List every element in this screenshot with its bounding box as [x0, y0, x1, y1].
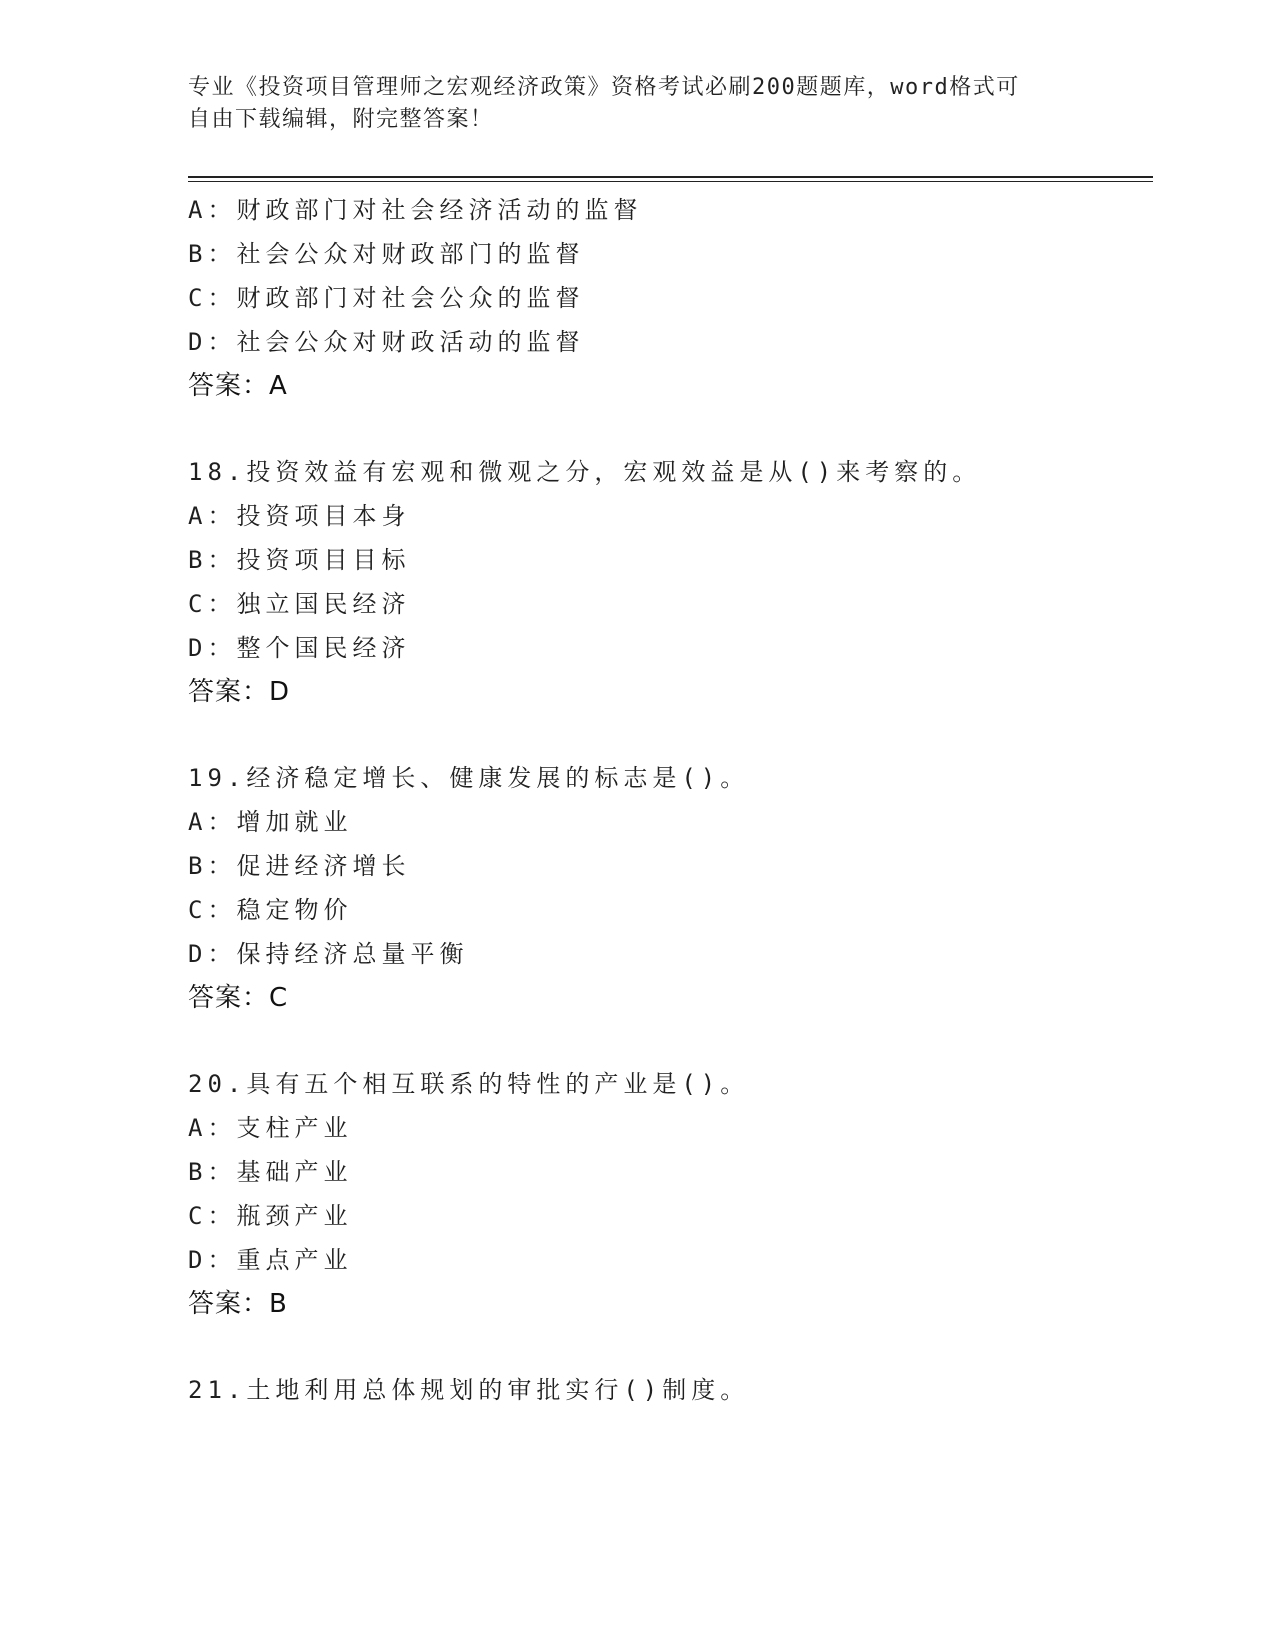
header-line-2: 自由下载编辑，附完整答案！: [188, 107, 494, 132]
q19-answer: 答案：C: [188, 983, 289, 1013]
header-divider: [188, 176, 1153, 178]
q17-option-b: B：社会公众对财政部门的监督: [188, 240, 585, 268]
q18-option-c: C：独立国民经济: [188, 590, 411, 618]
q18-option-a: A：投资项目本身: [188, 502, 411, 530]
q19-question: 19.经济稳定增长、健康发展的标志是()。: [188, 764, 750, 792]
q20-answer: 答案：B: [188, 1289, 288, 1319]
q18-option-b: B：投资项目目标: [188, 546, 411, 574]
q17-option-d: D：社会公众对财政活动的监督: [188, 328, 585, 356]
q19-option-d: D：保持经济总量平衡: [188, 940, 469, 968]
q20-option-a: A：支柱产业: [188, 1114, 353, 1142]
q18-option-d: D：整个国民经济: [188, 634, 411, 662]
q20-option-c: C：瓶颈产业: [188, 1202, 353, 1230]
q20-question: 20.具有五个相互联系的特性的产业是()。: [188, 1070, 750, 1098]
q20-option-d: D：重点产业: [188, 1246, 353, 1274]
q20-option-b: B：基础产业: [188, 1158, 353, 1186]
q19-option-b: B：促进经济增长: [188, 852, 411, 880]
q18-answer: 答案：D: [188, 677, 291, 707]
q17-option-c: C：财政部门对社会公众的监督: [188, 284, 585, 312]
q19-option-a: A：增加就业: [188, 808, 353, 836]
header-divider-thin: [188, 181, 1153, 182]
header-line-1: 专业《投资项目管理师之宏观经济政策》资格考试必刷200题题库，word格式可: [188, 75, 1020, 100]
q19-option-c: C：稳定物价: [188, 896, 353, 924]
q21-question: 21.土地利用总体规划的审批实行()制度。: [188, 1376, 750, 1404]
q18-question: 18.投资效益有宏观和微观之分，宏观效益是从()来考察的。: [188, 458, 982, 486]
q17-option-a: A：财政部门对社会经济活动的监督: [188, 196, 643, 224]
document-header: [188, 72, 1088, 136]
q17-answer: 答案：A: [188, 371, 288, 401]
